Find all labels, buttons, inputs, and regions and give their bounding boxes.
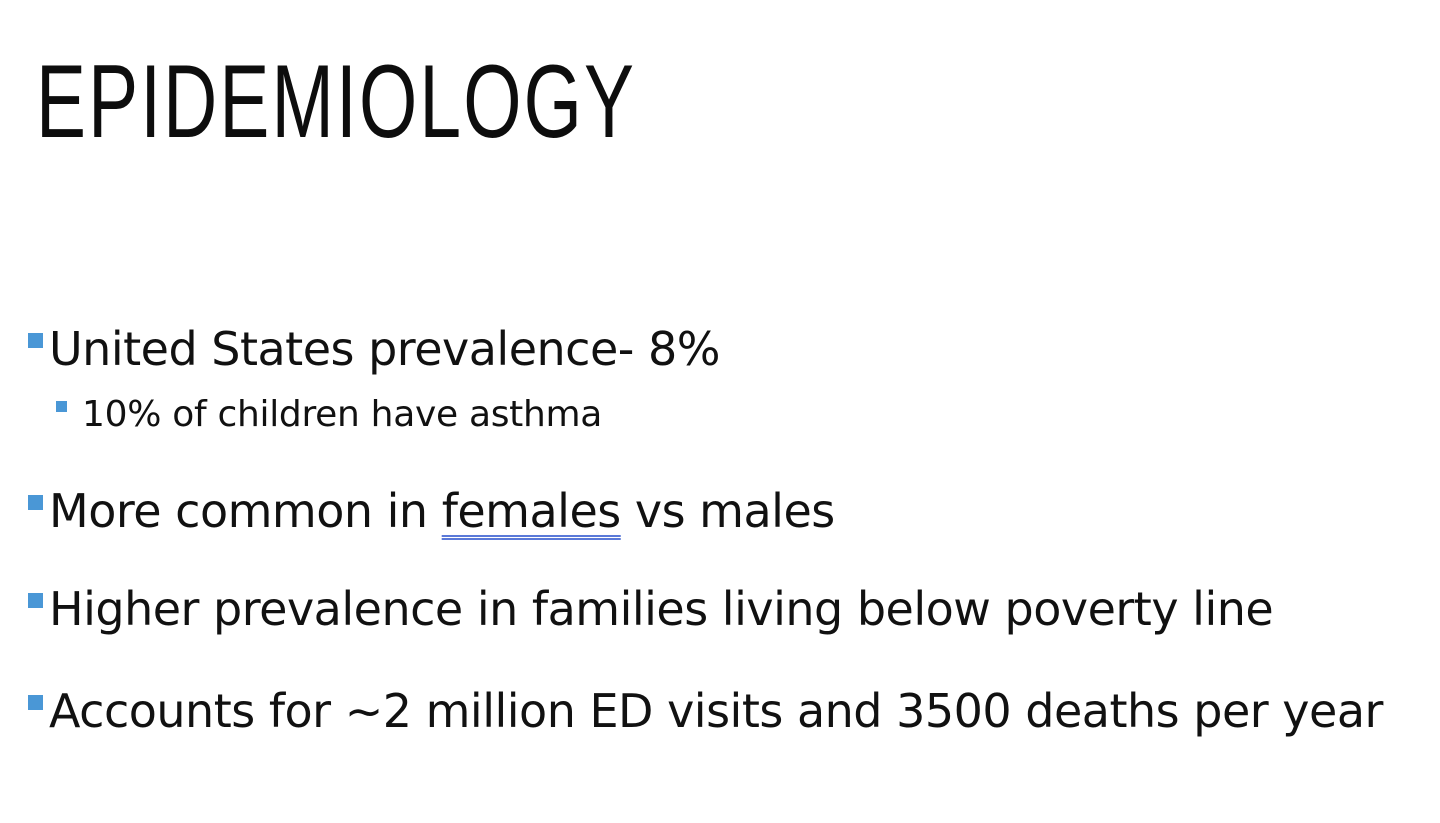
square-bullet-icon	[28, 333, 43, 348]
bullet-text: Higher prevalence in families living below poverty line	[49, 582, 1274, 636]
bullet-text: Accounts for ~2 million ED visits and 3500 deaths per year	[49, 684, 1383, 738]
bullet-text: United States prevalence- 8%	[49, 322, 720, 376]
square-bullet-icon	[56, 401, 67, 412]
square-bullet-icon	[28, 495, 43, 510]
bullet-item	[28, 322, 720, 376]
square-bullet-icon	[28, 695, 43, 710]
sub-bullet-item	[56, 394, 602, 435]
square-bullet-icon	[28, 593, 43, 608]
bullet-item	[28, 684, 1383, 738]
bullet-text-before: More common in	[49, 484, 442, 538]
bullet-text-after: vs males	[634, 484, 835, 538]
slide-title: EPIDEMIOLOGY	[36, 44, 637, 160]
bullet-text	[49, 484, 835, 538]
spellcheck-underlined-word[interactable]: females	[441, 484, 621, 538]
bullet-item	[28, 484, 835, 538]
sub-bullet-text: 10% of children have asthma	[82, 394, 603, 435]
bullet-item	[28, 582, 1273, 636]
